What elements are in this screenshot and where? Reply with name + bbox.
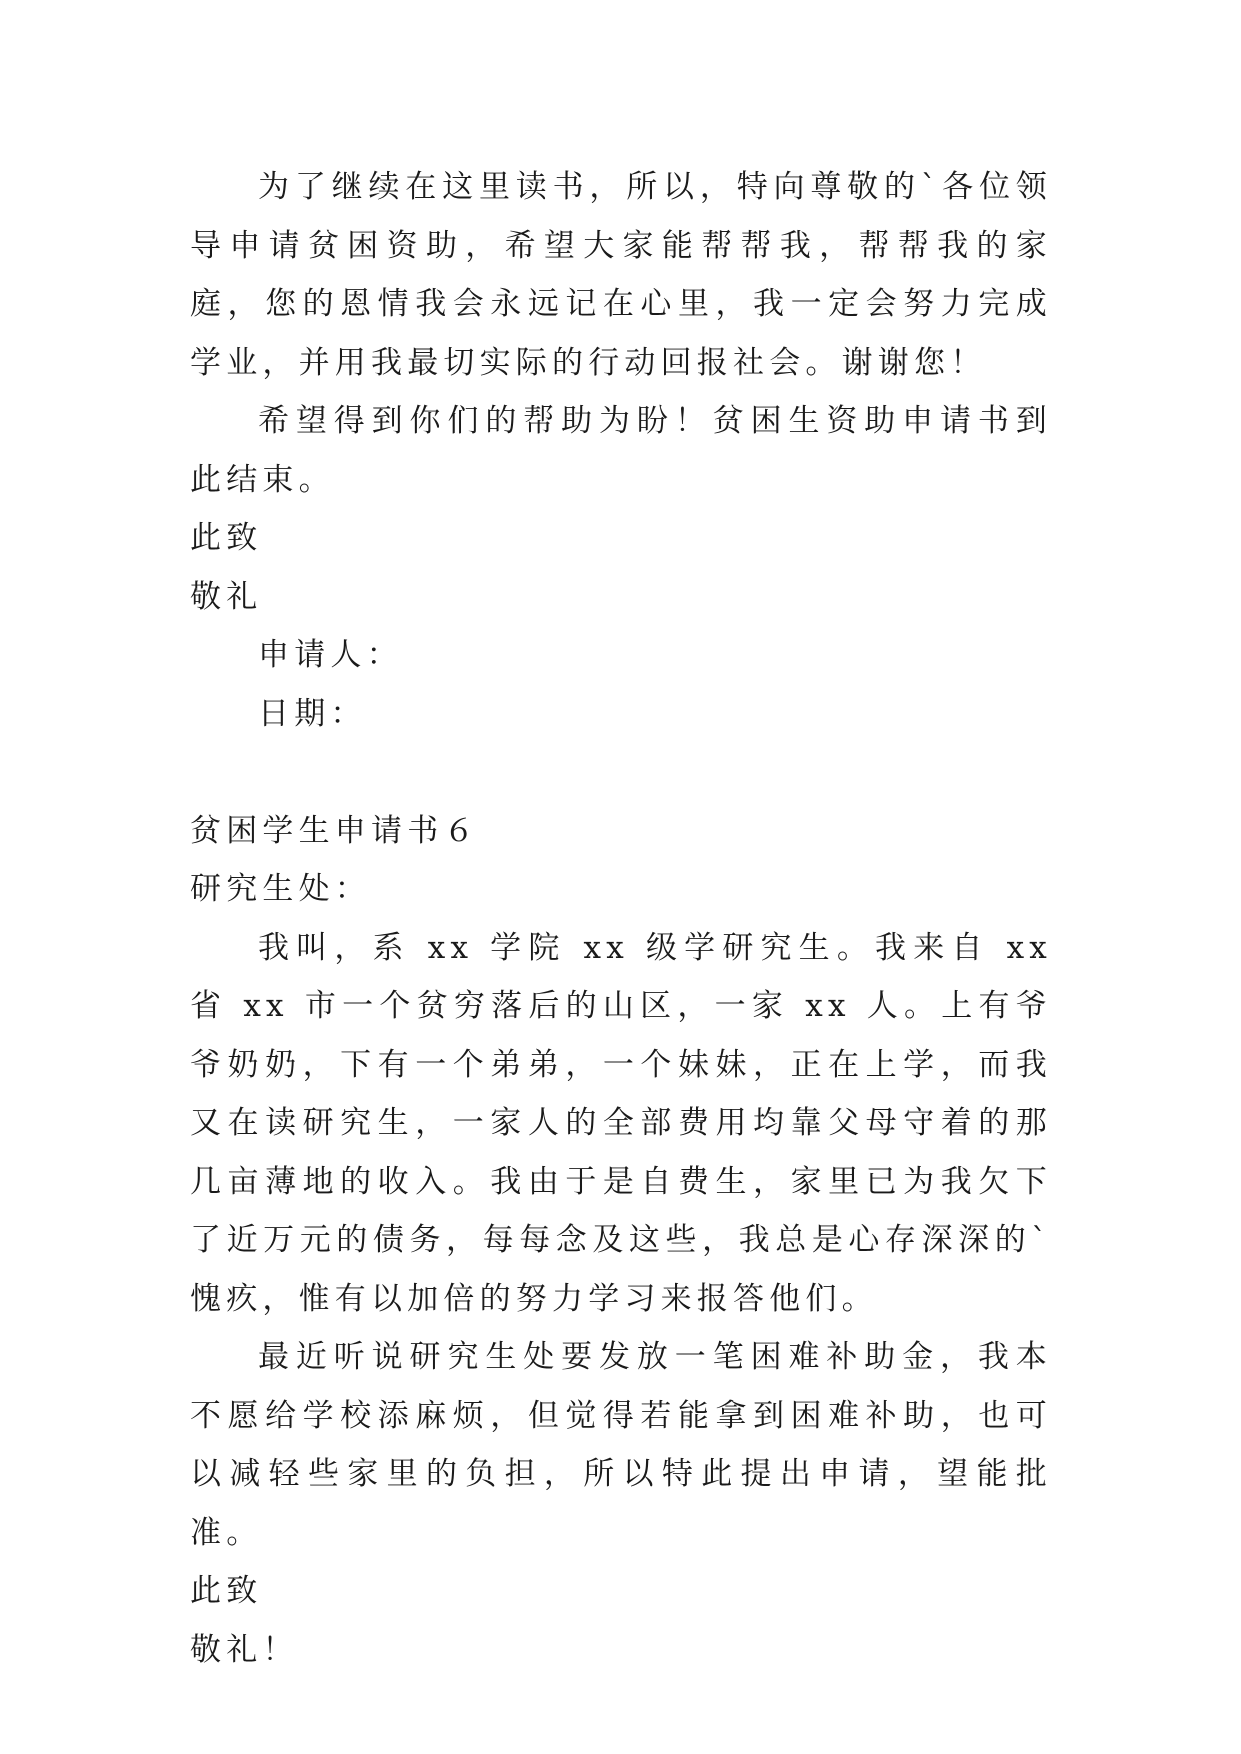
section-title: 贫困学生申请书６ — [190, 812, 480, 849]
closing-greeting: 此致 — [190, 520, 263, 556]
document-page — [190, 158, 1052, 1679]
section-spacer — [190, 743, 1052, 802]
applicant-label: 申请人： — [258, 637, 403, 673]
paragraph-request: 最近听说研究生处要发放一笔困难补助金，我本不愿给学校添麻烦，但觉得若能拿到困难补助，也可以减轻些家里的负担，所以特此提出申请，望能批准。 — [190, 1339, 1052, 1551]
closing-salute: 敬礼 — [190, 578, 263, 615]
closing-salute-2: 敬礼！ — [190, 1631, 299, 1668]
salutation: 研究生处： — [190, 871, 371, 907]
closing-greeting-2: 此致 — [190, 1573, 263, 1609]
paragraph-background: 我叫，系 xx 学院 xx 级学研究生。我来自 xx 省 xx 市一个贫穷落后的山区，一家 xx 人。上有爷爷奶奶，下有一个弟弟，一个妹妹，正在上学，而我又在读研究生，一家人的全部费用均靠父母守着的那几亩薄地的收入。我由于是自费生，家里已为我欠下了近万元的债务，每每念及这些，我总是心存深深的`愧疚，惟有以加倍的努力学习来报答他们。 — [190, 929, 1052, 1317]
date-label: 日期： — [258, 695, 367, 732]
paragraph-hope: 希望得到你们的帮助为盼！贫困生资助申请书到此结束。 — [190, 403, 1052, 498]
paragraph-request-aid: 为了继续在这里读书，所以，特向尊敬的`各位领导申请贫困资助，希望大家能帮帮我，帮帮我的家庭，您的恩情我会永远记在心里，我一定会努力完成学业，并用我最切实际的行动回报社会。谢谢您！ — [190, 169, 1052, 381]
